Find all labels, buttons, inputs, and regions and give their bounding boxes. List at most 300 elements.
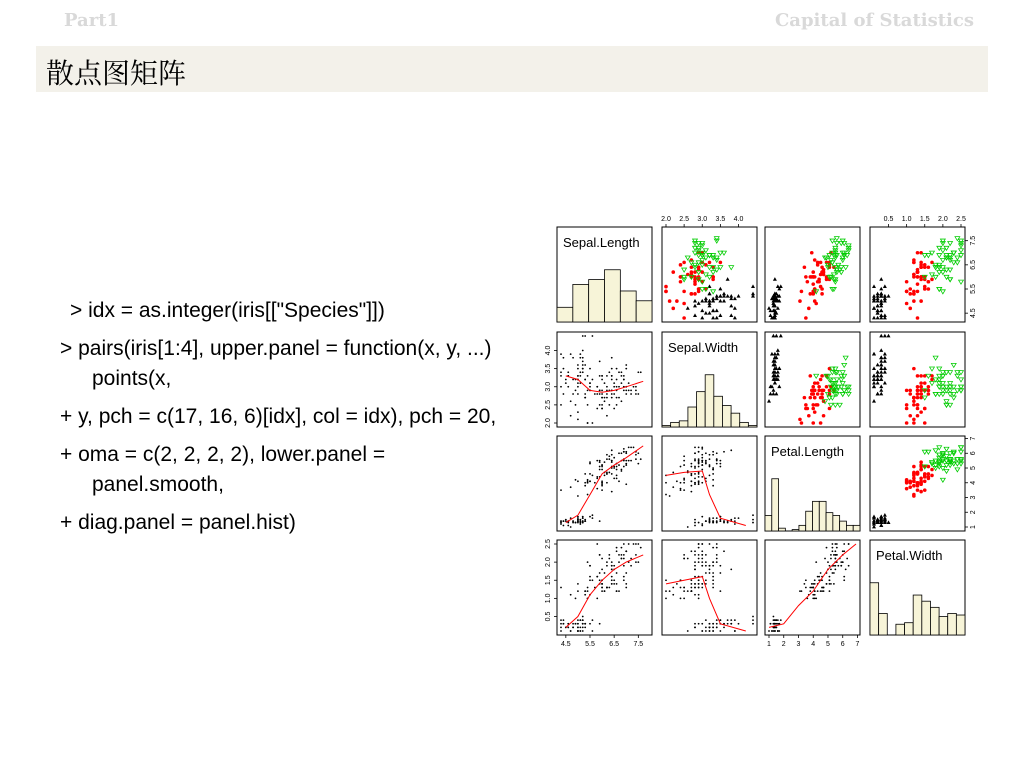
point-1-0-102 <box>611 393 613 395</box>
point-0-3-98 <box>916 275 920 279</box>
point-0-2-96 <box>810 251 814 255</box>
point-1-0-146 <box>618 371 620 373</box>
point-3-1-142 <box>690 550 692 552</box>
xtick-label-2-6: 7 <box>855 641 860 648</box>
ytick-label-2-5: 6 <box>969 451 977 456</box>
point-3-1-92 <box>665 597 667 599</box>
point-3-0-149 <box>623 558 625 560</box>
ytick-label-2-2: 3 <box>969 495 977 500</box>
point-1-0-0 <box>584 335 586 337</box>
xtick-label-1-2: 3.0 <box>697 216 708 223</box>
panel-2-1 <box>662 436 757 531</box>
point-2-3-80 <box>916 472 920 476</box>
point-0-2-95 <box>811 282 815 286</box>
point-1-0-29 <box>582 368 584 370</box>
point-3-1-145 <box>698 554 700 556</box>
hist-bar-sepal-length-2 <box>589 280 605 322</box>
point-2-3-98 <box>916 484 920 488</box>
point-3-0-42 <box>572 626 574 628</box>
point-2-1-92 <box>665 482 667 484</box>
point-3-0-43 <box>584 626 586 628</box>
point-2-1-73 <box>712 473 714 475</box>
point-3-0-86 <box>613 579 615 581</box>
point-3-0-98 <box>601 587 603 589</box>
point-3-2-102 <box>834 568 836 570</box>
point-0-1-84 <box>682 302 686 306</box>
point-3-0-104 <box>633 543 635 545</box>
point-3-1-83 <box>665 579 667 581</box>
point-0-1-50 <box>682 261 686 265</box>
point-3-0-142 <box>616 550 618 552</box>
hist-bar-sepal-width-4 <box>697 392 706 427</box>
point-2-3-79 <box>912 493 916 497</box>
point-3-1-144 <box>683 558 685 560</box>
point-0-3-90 <box>919 265 923 269</box>
point-3-1-110 <box>716 547 718 549</box>
point-0-2-79 <box>800 290 804 294</box>
point-3-1-125 <box>716 558 718 560</box>
xtick-label-0-3: 7.5 <box>633 641 644 648</box>
point-1-2-97 <box>810 392 814 396</box>
point-2-1-124 <box>716 463 718 465</box>
point-1-0-129 <box>601 397 603 399</box>
point-3-0-72 <box>604 590 606 592</box>
point-2-1-35 <box>694 525 696 527</box>
point-3-2-135 <box>824 558 826 560</box>
point-1-2-79 <box>800 421 804 425</box>
point-1-0-96 <box>625 389 627 391</box>
point-3-1-134 <box>698 579 700 581</box>
point-3-1-15 <box>705 619 707 621</box>
point-2-0-43 <box>584 520 586 522</box>
point-1-0-94 <box>570 415 572 417</box>
hist-bar-petal-width-3 <box>896 624 905 635</box>
point-2-1-84 <box>683 479 685 481</box>
point-2-0-111 <box>623 466 625 468</box>
point-1-0-72 <box>604 400 606 402</box>
hist-bar-petal-length-2 <box>779 528 786 531</box>
point-2-0-130 <box>587 479 589 481</box>
point-2-1-138 <box>712 454 714 456</box>
point-1-0-80 <box>606 393 608 395</box>
point-1-0-26 <box>584 364 586 366</box>
point-0-1-53 <box>671 270 675 274</box>
point-0-3-66 <box>930 278 934 282</box>
point-1-0-6 <box>570 353 572 355</box>
point-2-3-75 <box>927 472 931 476</box>
point-1-0-58 <box>587 404 589 406</box>
hist-bar-petal-length-10 <box>833 515 840 531</box>
point-2-3-65 <box>919 490 923 494</box>
point-2-1-140 <box>694 452 696 454</box>
point-3-1-53 <box>672 587 674 589</box>
point-2-1-80 <box>694 473 696 475</box>
hist-bar-petal-width-0 <box>870 583 879 635</box>
point-3-1-106 <box>709 568 711 570</box>
point-1-2-75 <box>820 389 824 393</box>
point-1-2-71 <box>819 378 823 382</box>
point-2-0-148 <box>599 460 601 462</box>
hist-bar-sepal-length-1 <box>573 284 589 322</box>
point-3-0-82 <box>611 576 613 578</box>
point-2-1-64 <box>701 476 703 478</box>
point-1-0-103 <box>611 368 613 370</box>
point-3-2-100 <box>830 554 832 556</box>
point-2-1-74 <box>683 489 685 491</box>
point-2-0-42 <box>572 520 574 522</box>
point-1-0-68 <box>606 386 608 388</box>
point-3-0-131 <box>635 543 637 545</box>
point-2-1-100 <box>701 464 703 466</box>
point-3-2-82 <box>829 576 831 578</box>
point-3-1-129 <box>690 579 692 581</box>
point-2-0-28 <box>592 517 594 519</box>
point-3-1-112 <box>719 572 721 574</box>
ytick-label-2-4: 5 <box>969 466 977 470</box>
ytick-label-0-2: 6.5 <box>969 259 977 270</box>
point-3-0-107 <box>623 543 625 545</box>
point-1-0-38 <box>575 389 577 391</box>
point-1-0-99 <box>618 397 620 399</box>
point-3-2-136 <box>834 550 836 552</box>
point-1-0-22 <box>592 335 594 337</box>
point-2-0-70 <box>613 477 615 479</box>
hist-bar-sepal-length-5 <box>636 301 652 322</box>
point-2-0-65 <box>611 491 613 493</box>
point-0-2-94 <box>807 307 811 311</box>
point-1-0-76 <box>616 386 618 388</box>
point-2-0-123 <box>611 449 613 451</box>
point-1-3-64 <box>927 385 931 389</box>
point-3-0-58 <box>587 587 589 589</box>
hist-bar-petal-length-13 <box>853 525 860 531</box>
point-3-1-88 <box>694 576 696 578</box>
hist-bar-petal-width-1 <box>879 613 888 635</box>
point-2-1-116 <box>694 467 696 469</box>
point-2-0-124 <box>637 463 639 465</box>
point-1-0-127 <box>604 382 606 384</box>
point-2-0-63 <box>577 495 579 497</box>
point-3-1-105 <box>694 565 696 567</box>
point-2-0-67 <box>584 482 586 484</box>
point-3-0-106 <box>601 568 603 570</box>
point-2-1-30 <box>738 517 740 519</box>
point-3-2-141 <box>843 550 845 552</box>
point-3-1-138 <box>712 565 714 567</box>
point-3-1-109 <box>705 554 707 556</box>
point-2-0-69 <box>577 480 579 482</box>
point-3-0-75 <box>589 576 591 578</box>
point-2-3-92 <box>905 481 909 485</box>
point-2-3-67 <box>908 481 912 485</box>
point-2-0-48 <box>589 516 591 518</box>
point-3-0-105 <box>630 565 632 567</box>
point-2-0-25 <box>599 520 601 522</box>
point-3-0-122 <box>611 565 613 567</box>
point-0-1-81 <box>697 290 701 294</box>
point-0-1-86 <box>679 263 683 267</box>
point-1-3-95 <box>916 392 920 396</box>
point-3-0-132 <box>621 547 623 549</box>
point-2-1-99 <box>690 480 692 482</box>
point-3-0-101 <box>613 565 615 567</box>
point-0-2-99 <box>813 258 817 262</box>
point-2-1-39 <box>701 516 703 518</box>
point-3-0-21 <box>577 626 579 628</box>
point-3-2-50 <box>817 590 819 592</box>
point-3-1-25 <box>727 623 729 625</box>
point-1-0-47 <box>560 353 562 355</box>
point-2-1-81 <box>698 480 700 482</box>
xtick-label-2-0: 1 <box>767 641 771 648</box>
point-1-0-53 <box>606 415 608 417</box>
point-3-1-124 <box>716 543 718 545</box>
point-3-0-73 <box>611 579 613 581</box>
point-1-0-106 <box>601 379 603 381</box>
point-1-0-36 <box>563 357 565 359</box>
point-0-3-75 <box>927 287 931 291</box>
point-2-1-119 <box>683 455 685 457</box>
point-3-0-97 <box>601 583 603 585</box>
hist-bar-sepal-width-2 <box>679 421 688 427</box>
xtick-label-3-3: 2.0 <box>938 216 948 223</box>
point-1-0-98 <box>601 375 603 377</box>
point-3-2-105 <box>848 565 850 567</box>
point-3-2-79 <box>801 590 803 592</box>
point-2-0-71 <box>616 474 618 476</box>
point-3-0-100 <box>618 554 620 556</box>
point-3-1-43 <box>709 626 711 628</box>
hist-bar-petal-length-12 <box>846 525 853 531</box>
point-3-0-115 <box>623 554 625 556</box>
point-3-2-131 <box>843 543 845 545</box>
point-3-1-115 <box>701 554 703 556</box>
point-1-0-19 <box>582 371 584 373</box>
point-0-3-92 <box>905 290 909 294</box>
point-3-2-69 <box>814 583 816 585</box>
point-3-0-83 <box>592 579 594 581</box>
point-1-0-52 <box>604 397 606 399</box>
point-2-1-86 <box>680 466 682 468</box>
point-3-1-67 <box>694 594 696 596</box>
point-1-0-4 <box>579 375 581 377</box>
point-1-0-134 <box>623 389 625 391</box>
point-3-0-139 <box>635 561 637 563</box>
point-3-1-38 <box>698 623 700 625</box>
point-3-0-80 <box>606 587 608 589</box>
point-3-1-16 <box>723 626 725 628</box>
point-2-1-43 <box>709 520 711 522</box>
point-3-0-61 <box>589 579 591 581</box>
point-1-0-48 <box>589 368 591 370</box>
point-3-2-98 <box>809 587 811 589</box>
point-2-0-5 <box>570 526 572 528</box>
point-0-3-86 <box>923 263 927 267</box>
point-2-0-99 <box>618 480 620 482</box>
point-2-0-139 <box>635 454 637 456</box>
point-0-3-84 <box>905 302 909 306</box>
point-0-1-54 <box>679 280 683 284</box>
point-3-0-93 <box>625 583 627 585</box>
ytick-label-0-0: 4.5 <box>969 308 977 319</box>
point-1-0-113 <box>635 393 637 395</box>
point-2-0-75 <box>589 473 591 475</box>
hist-bar-sepal-width-0 <box>662 425 671 427</box>
point-3-1-113 <box>694 554 696 556</box>
point-1-2-80 <box>820 392 824 396</box>
point-3-1-28 <box>709 630 711 632</box>
point-3-1-41 <box>694 626 696 628</box>
point-3-1-44 <box>705 630 707 632</box>
point-0-3-88 <box>927 280 931 284</box>
point-1-0-117 <box>623 375 625 377</box>
point-0-1-95 <box>693 282 697 286</box>
point-1-0-40 <box>560 371 562 373</box>
point-3-0-88 <box>596 576 598 578</box>
point-2-0-76 <box>616 469 618 471</box>
point-2-1-96 <box>698 483 700 485</box>
point-2-0-44 <box>577 520 579 522</box>
panel-1-2 <box>765 332 860 427</box>
point-3-2-74 <box>805 587 807 589</box>
ytick-label-1-4: 4.0 <box>544 345 552 356</box>
ytick-label-1-1: 2.5 <box>544 400 552 410</box>
point-3-0-46 <box>582 616 584 618</box>
point-0-2-88 <box>816 280 820 284</box>
point-3-1-89 <box>719 590 721 592</box>
xtick-label-3-1: 1.0 <box>901 216 912 223</box>
point-1-0-71 <box>616 379 618 381</box>
diag-label-petal-length: Petal.Length <box>771 444 845 459</box>
point-3-1-71 <box>709 572 711 574</box>
point-1-0-91 <box>584 397 586 399</box>
point-3-2-90 <box>833 583 835 585</box>
point-3-0-127 <box>604 572 606 574</box>
point-2-0-149 <box>623 448 625 450</box>
panel-1-3 <box>870 332 965 427</box>
point-0-3-83 <box>923 285 927 289</box>
point-0-3-69 <box>919 299 923 303</box>
point-1-3-85 <box>916 407 920 411</box>
point-1-0-49 <box>579 353 581 355</box>
point-1-0-16 <box>582 364 584 366</box>
point-2-0-119 <box>608 455 610 457</box>
point-3-2-43 <box>774 626 776 628</box>
point-3-0-141 <box>625 550 627 552</box>
hist-bar-petal-length-11 <box>840 521 847 531</box>
point-2-0-95 <box>594 482 596 484</box>
point-3-2-88 <box>817 576 819 578</box>
point-3-0-137 <box>589 565 591 567</box>
point-3-2-125 <box>834 558 836 560</box>
point-1-0-43 <box>584 379 586 381</box>
point-3-0-147 <box>596 543 598 545</box>
xtick-label-0-0: 4.5 <box>560 641 571 648</box>
point-1-3-79 <box>912 421 916 425</box>
point-3-2-39 <box>778 630 780 632</box>
point-3-1-136 <box>701 550 703 552</box>
point-2-0-80 <box>606 473 608 475</box>
point-2-1-45 <box>701 523 703 525</box>
point-0-1-63 <box>668 299 672 303</box>
point-3-1-9 <box>701 623 703 625</box>
point-2-1-134 <box>698 451 700 453</box>
point-2-0-79 <box>587 494 589 496</box>
point-0-2-91 <box>808 292 812 296</box>
hist-bar-sepal-width-1 <box>671 422 680 427</box>
point-0-1-67 <box>693 292 697 296</box>
point-2-3-66 <box>930 468 934 472</box>
point-3-0-119 <box>608 558 610 560</box>
diag-label-sepal-width: Sepal.Width <box>668 340 739 355</box>
point-3-1-84 <box>683 597 685 599</box>
point-3-2-44 <box>774 630 776 632</box>
point-3-2-76 <box>826 583 828 585</box>
point-2-0-84 <box>575 479 577 481</box>
point-2-1-40 <box>716 520 718 522</box>
point-3-2-124 <box>832 543 834 545</box>
point-1-3-55 <box>919 374 923 378</box>
point-1-3-70 <box>919 381 923 385</box>
point-2-1-133 <box>712 467 714 469</box>
point-1-3-99 <box>912 396 916 400</box>
point-2-0-140 <box>637 452 639 454</box>
point-3-1-94 <box>672 594 674 596</box>
point-3-1-93 <box>701 583 703 585</box>
point-1-3-83 <box>923 421 927 425</box>
point-3-0-96 <box>625 587 627 589</box>
point-0-1-89 <box>719 261 723 265</box>
point-2-3-51 <box>923 488 927 492</box>
point-3-1-0 <box>752 623 754 625</box>
point-0-3-91 <box>912 292 916 296</box>
point-1-2-54 <box>806 407 810 411</box>
point-2-3-94 <box>908 485 912 489</box>
point-2-0-49 <box>579 523 581 525</box>
point-1-0-41 <box>572 393 574 395</box>
point-3-1-31 <box>712 630 714 632</box>
hist-bar-petal-length-8 <box>819 501 826 531</box>
point-0-1-77 <box>690 270 694 274</box>
point-3-2-137 <box>833 565 835 567</box>
point-0-2-87 <box>820 292 824 296</box>
point-2-0-55 <box>601 469 603 471</box>
point-3-1-103 <box>719 565 721 567</box>
ytick-label-1-3: 3.5 <box>544 363 552 374</box>
point-3-1-66 <box>712 572 714 574</box>
point-2-1-112 <box>719 463 721 465</box>
point-3-1-147 <box>701 543 703 545</box>
point-1-2-70 <box>816 381 820 385</box>
point-0-3-58 <box>916 290 920 294</box>
point-1-0-63 <box>577 418 579 420</box>
point-3-1-97 <box>694 583 696 585</box>
point-3-2-5 <box>768 630 770 632</box>
point-3-2-84 <box>815 597 817 599</box>
point-1-0-3 <box>577 368 579 370</box>
point-3-0-112 <box>625 572 627 574</box>
point-2-1-113 <box>694 458 696 460</box>
point-1-0-135 <box>621 400 623 402</box>
point-3-1-96 <box>698 587 700 589</box>
point-0-3-95 <box>916 282 920 286</box>
point-3-0-19 <box>582 619 584 621</box>
point-0-3-63 <box>912 299 916 303</box>
point-2-1-69 <box>676 480 678 482</box>
point-1-0-100 <box>618 386 620 388</box>
point-3-0-84 <box>575 597 577 599</box>
point-1-0-148 <box>599 404 601 406</box>
